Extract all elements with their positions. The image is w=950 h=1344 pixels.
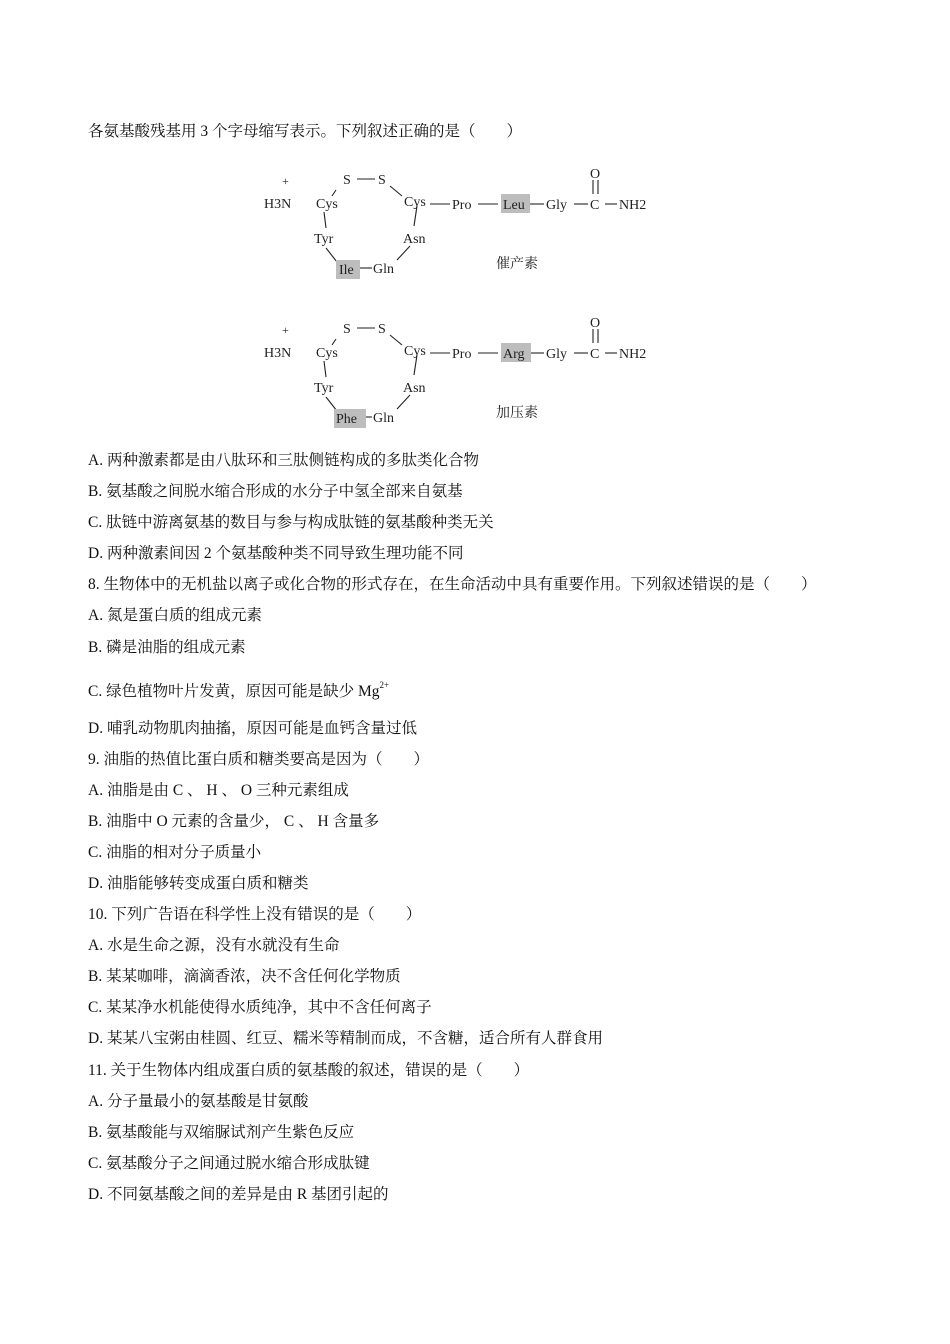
chain-residue: Gly — [546, 198, 567, 213]
c-terminal-carbon: C — [590, 198, 600, 213]
ring-residue: Gln — [373, 262, 394, 277]
option-text: C. 氨基酸分子之间通过脱水缩合形成肽键 — [88, 1155, 370, 1172]
carbonyl-oxygen: O — [590, 316, 601, 331]
charge-label: + — [282, 323, 289, 337]
option-text — [88, 677, 389, 702]
option-text: D. 两种激素间因 2 个氨基酸种类不同导致生理功能不同 — [88, 545, 464, 562]
option-text: B. 氨基酸之间脱水缩合形成的水分子中氢全部来自氨基 — [88, 483, 463, 500]
question-7-intro: 各氨基酸残基用 3 个字母缩写表示。下列叙述正确的是（ ） — [88, 123, 523, 140]
n-terminal-label: H3N — [264, 346, 292, 361]
chain-residue-highlighted: Arg — [503, 347, 525, 362]
option-text: A. 氮是蛋白质的组成元素 — [88, 607, 262, 624]
sulfur-atom: S — [343, 322, 351, 337]
ring-residue-highlighted: Phe — [336, 412, 357, 427]
option-text: C. 肽链中游离氨基的数目与参与构成肽链的氨基酸种类无关 — [88, 514, 494, 531]
question-10-stem: 10. 下列广告语在科学性上没有错误的是（ ） — [88, 906, 422, 923]
superscript-charge: 2+ — [379, 680, 390, 690]
option-text: B. 磷是油脂的组成元素 — [88, 639, 246, 656]
chain-residue: Pro — [452, 347, 472, 362]
sulfur-atom: S — [343, 173, 351, 188]
ring-residue: Asn — [403, 232, 426, 247]
option-text: D. 不同氨基酸之间的差异是由 R 基团引起的 — [88, 1186, 389, 1203]
chain-residue: Pro — [452, 198, 472, 213]
option-text: A. 油脂是由 C 、 H 、 O 三种元素组成 — [88, 782, 349, 799]
ring-residue: Cys — [316, 346, 338, 361]
question-9-stem: 9. 油脂的热值比蛋白质和糖类要高是因为（ ） — [88, 751, 430, 768]
amide-group: NH2 — [619, 347, 647, 362]
option-text: D. 某某八宝粥由桂圆、红豆、糯米等精制而成，不含糖，适合所有人群食用 — [88, 1030, 603, 1047]
sulfur-atom: S — [378, 173, 386, 188]
c-terminal-carbon: C — [590, 347, 600, 362]
ring-residue: Cys — [316, 197, 338, 212]
carbonyl-oxygen: O — [590, 167, 601, 182]
chain-residue: Gly — [546, 347, 567, 362]
figure-caption: 加压素 — [496, 405, 538, 421]
ring-residue-highlighted: Ile — [339, 263, 354, 278]
option-text: A. 水是生命之源，没有水就没有生命 — [88, 937, 340, 954]
option-text: D. 哺乳动物肌肉抽搐，原因可能是血钙含量过低 — [88, 720, 417, 737]
option-text: B. 某某咖啡，滴滴香浓，决不含任何化学物质 — [88, 968, 401, 985]
vasopressin-structure-diagram — [260, 309, 680, 429]
n-terminal-label: H3N — [264, 197, 292, 212]
question-8-stem: 8. 生物体中的无机盐以离子或化合物的形式存在，在生命活动中具有重要作用。下列叙述错误的是（ ） — [88, 576, 817, 593]
charge-label: + — [282, 174, 289, 188]
amide-group: NH2 — [619, 198, 647, 213]
figure-caption: 催产素 — [496, 256, 538, 272]
option-text: B. 氨基酸能与双缩脲试剂产生紫色反应 — [88, 1124, 355, 1141]
ring-residue: Cys — [404, 195, 426, 210]
ring-residue: Asn — [403, 381, 426, 396]
ring-residue: Gln — [373, 411, 394, 426]
ring-residue: Tyr — [314, 232, 334, 247]
option-text-main: C. 绿色植物叶片发黄，原因可能是缺少 Mg — [88, 683, 380, 701]
ring-residue: Tyr — [314, 381, 334, 396]
sulfur-atom: S — [378, 322, 386, 337]
chain-residue-highlighted: Leu — [503, 198, 525, 213]
oxytocin-structure-diagram — [260, 160, 680, 280]
option-text: B. 油脂中 O 元素的含量少， C 、 H 含量多 — [88, 813, 380, 830]
option-text: A. 两种激素都是由八肽环和三肽侧链构成的多肽类化合物 — [88, 452, 479, 469]
ring-residue: Cys — [404, 344, 426, 359]
option-text: C. 油脂的相对分子质量小 — [88, 844, 262, 861]
option-text: D. 油脂能够转变成蛋白质和糖类 — [88, 875, 309, 892]
question-11-stem: 11. 关于生物体内组成蛋白质的氨基酸的叙述，错误的是（ ） — [88, 1062, 530, 1079]
option-text: C. 某某净水机能使得水质纯净，其中不含任何离子 — [88, 999, 432, 1016]
option-text: A. 分子量最小的氨基酸是甘氨酸 — [88, 1093, 309, 1110]
